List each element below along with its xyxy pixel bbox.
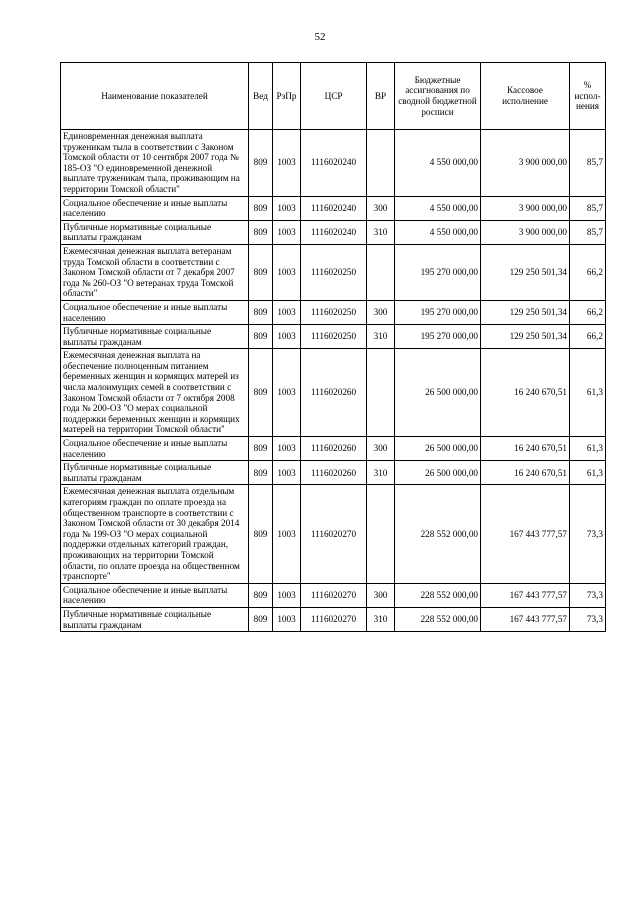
header-budget: Бюджетные ассигнования по сводной бюджетной росписи	[395, 63, 481, 130]
row-name: Единовременная денежная выплата труженикам тыла в соответствии с Законом Томской области от 10 сентября 2007 года № 185-ОЗ "О единовременной денежной выплате труженикам тыла, проживающим на территории Томской области"	[61, 130, 249, 197]
row-rzpr: 1003	[273, 244, 301, 300]
row-name: Публичные нормативные социальные выплаты гражданам	[61, 607, 249, 631]
row-vr: 310	[367, 220, 395, 244]
row-budget: 228 552 000,00	[395, 485, 481, 583]
row-name: Публичные нормативные социальные выплаты гражданам	[61, 461, 249, 485]
row-csr: 1116020240	[301, 196, 367, 220]
row-pct: 73,3	[570, 485, 606, 583]
row-pct: 66,2	[570, 244, 606, 300]
row-cash: 3 900 000,00	[481, 130, 570, 197]
row-vr	[367, 130, 395, 197]
table-row	[61, 485, 606, 583]
row-vr	[367, 349, 395, 437]
row-cash: 129 250 501,34	[481, 300, 570, 324]
row-budget: 195 270 000,00	[395, 325, 481, 349]
row-csr: 1116020260	[301, 461, 367, 485]
budget-table	[60, 62, 606, 632]
row-csr: 1116020240	[301, 130, 367, 197]
row-rzpr: 1003	[273, 461, 301, 485]
row-cash: 167 443 777,57	[481, 485, 570, 583]
table-row	[61, 349, 606, 437]
row-name: Ежемесячная денежная выплата на обеспечение полноценным питанием беременных женщин и кормящих матерей из числа малоимущих семей в соответствии с Законом Томской области от 7 октября 2008 года № 200-ОЗ "О мерах социальной поддержки беременных женщин и кормящих матерей на территории Томской области"	[61, 349, 249, 437]
row-pct: 73,3	[570, 583, 606, 607]
row-name: Публичные нормативные социальные выплаты гражданам	[61, 325, 249, 349]
row-csr: 1116020250	[301, 300, 367, 324]
row-pct: 61,3	[570, 461, 606, 485]
header-ved: Вед	[249, 63, 273, 130]
row-ved: 809	[249, 349, 273, 437]
row-cash: 129 250 501,34	[481, 325, 570, 349]
row-cash: 167 443 777,57	[481, 607, 570, 631]
row-pct: 61,3	[570, 349, 606, 437]
row-cash: 3 900 000,00	[481, 220, 570, 244]
row-cash: 16 240 670,51	[481, 349, 570, 437]
row-ved: 809	[249, 485, 273, 583]
row-budget: 4 550 000,00	[395, 130, 481, 197]
row-pct: 73,3	[570, 607, 606, 631]
row-ved: 809	[249, 220, 273, 244]
row-name: Ежемесячная денежная выплата ветеранам труда Томской области в соответствии с Законом Томской области от 7 декабря 2007 года № 260-ОЗ "О ветеранах труда Томской области"	[61, 244, 249, 300]
row-rzpr: 1003	[273, 583, 301, 607]
row-name: Социальное обеспечение и иные выплаты населению	[61, 437, 249, 461]
table-row	[61, 325, 606, 349]
row-name: Социальное обеспечение и иные выплаты населению	[61, 196, 249, 220]
row-csr: 1116020250	[301, 244, 367, 300]
row-csr: 1116020270	[301, 607, 367, 631]
row-cash: 167 443 777,57	[481, 583, 570, 607]
row-cash: 16 240 670,51	[481, 461, 570, 485]
row-budget: 228 552 000,00	[395, 607, 481, 631]
row-csr: 1116020250	[301, 325, 367, 349]
row-rzpr: 1003	[273, 220, 301, 244]
row-ved: 809	[249, 130, 273, 197]
header-rzpr: РзПр	[273, 63, 301, 130]
row-budget: 195 270 000,00	[395, 244, 481, 300]
page-number: 52	[314, 31, 326, 43]
table-row	[61, 461, 606, 485]
table-row	[61, 196, 606, 220]
row-ved: 809	[249, 196, 273, 220]
row-budget: 26 500 000,00	[395, 461, 481, 485]
header-csr: ЦСР	[301, 63, 367, 130]
row-rzpr: 1003	[273, 349, 301, 437]
row-pct: 66,2	[570, 325, 606, 349]
row-rzpr: 1003	[273, 130, 301, 197]
row-csr: 1116020270	[301, 583, 367, 607]
row-ved: 809	[249, 607, 273, 631]
row-pct: 61,3	[570, 437, 606, 461]
row-csr: 1116020260	[301, 437, 367, 461]
row-vr: 300	[367, 583, 395, 607]
row-vr	[367, 244, 395, 300]
row-csr: 1116020270	[301, 485, 367, 583]
row-rzpr: 1003	[273, 485, 301, 583]
row-rzpr: 1003	[273, 300, 301, 324]
row-budget: 26 500 000,00	[395, 437, 481, 461]
row-ved: 809	[249, 300, 273, 324]
row-ved: 809	[249, 244, 273, 300]
row-pct: 66,2	[570, 300, 606, 324]
row-cash: 3 900 000,00	[481, 196, 570, 220]
row-budget: 4 550 000,00	[395, 220, 481, 244]
row-vr: 310	[367, 607, 395, 631]
row-ved: 809	[249, 583, 273, 607]
table-row	[61, 437, 606, 461]
row-vr: 300	[367, 196, 395, 220]
table-row	[61, 300, 606, 324]
row-rzpr: 1003	[273, 325, 301, 349]
row-csr: 1116020240	[301, 220, 367, 244]
row-budget: 26 500 000,00	[395, 349, 481, 437]
header-cash: Кассовое исполнение	[481, 63, 570, 130]
row-vr: 310	[367, 325, 395, 349]
row-ved: 809	[249, 437, 273, 461]
row-pct: 85,7	[570, 220, 606, 244]
header-pct: % испол-нения	[570, 63, 606, 130]
table-row	[61, 607, 606, 631]
row-name: Социальное обеспечение и иные выплаты населению	[61, 300, 249, 324]
table-row	[61, 583, 606, 607]
row-vr: 300	[367, 300, 395, 324]
row-name: Публичные нормативные социальные выплаты гражданам	[61, 220, 249, 244]
row-cash: 129 250 501,34	[481, 244, 570, 300]
row-csr: 1116020260	[301, 349, 367, 437]
row-vr: 310	[367, 461, 395, 485]
row-name: Социальное обеспечение и иные выплаты населению	[61, 583, 249, 607]
header-name: Наименование показателей	[61, 63, 249, 130]
row-vr: 300	[367, 437, 395, 461]
row-pct: 85,7	[570, 196, 606, 220]
row-name: Ежемесячная денежная выплата отдельным категориям граждан по оплате проезда на общественном транспорте в соответствии с Законом Томской области от 30 декабря 2014 года № 199-ОЗ "О мерах социальной поддержки отдельных категорий граждан, проживающих на территории Томской области, по оплате проезда на общественном транспорте"	[61, 485, 249, 583]
row-budget: 4 550 000,00	[395, 196, 481, 220]
row-rzpr: 1003	[273, 437, 301, 461]
row-pct: 85,7	[570, 130, 606, 197]
row-cash: 16 240 670,51	[481, 437, 570, 461]
table-row	[61, 244, 606, 300]
row-budget: 228 552 000,00	[395, 583, 481, 607]
header-vr: ВР	[367, 63, 395, 130]
table-row	[61, 220, 606, 244]
row-rzpr: 1003	[273, 196, 301, 220]
table-header	[61, 63, 606, 130]
row-budget: 195 270 000,00	[395, 300, 481, 324]
table-row	[61, 130, 606, 197]
row-vr	[367, 485, 395, 583]
row-ved: 809	[249, 325, 273, 349]
row-rzpr: 1003	[273, 607, 301, 631]
row-ved: 809	[249, 461, 273, 485]
